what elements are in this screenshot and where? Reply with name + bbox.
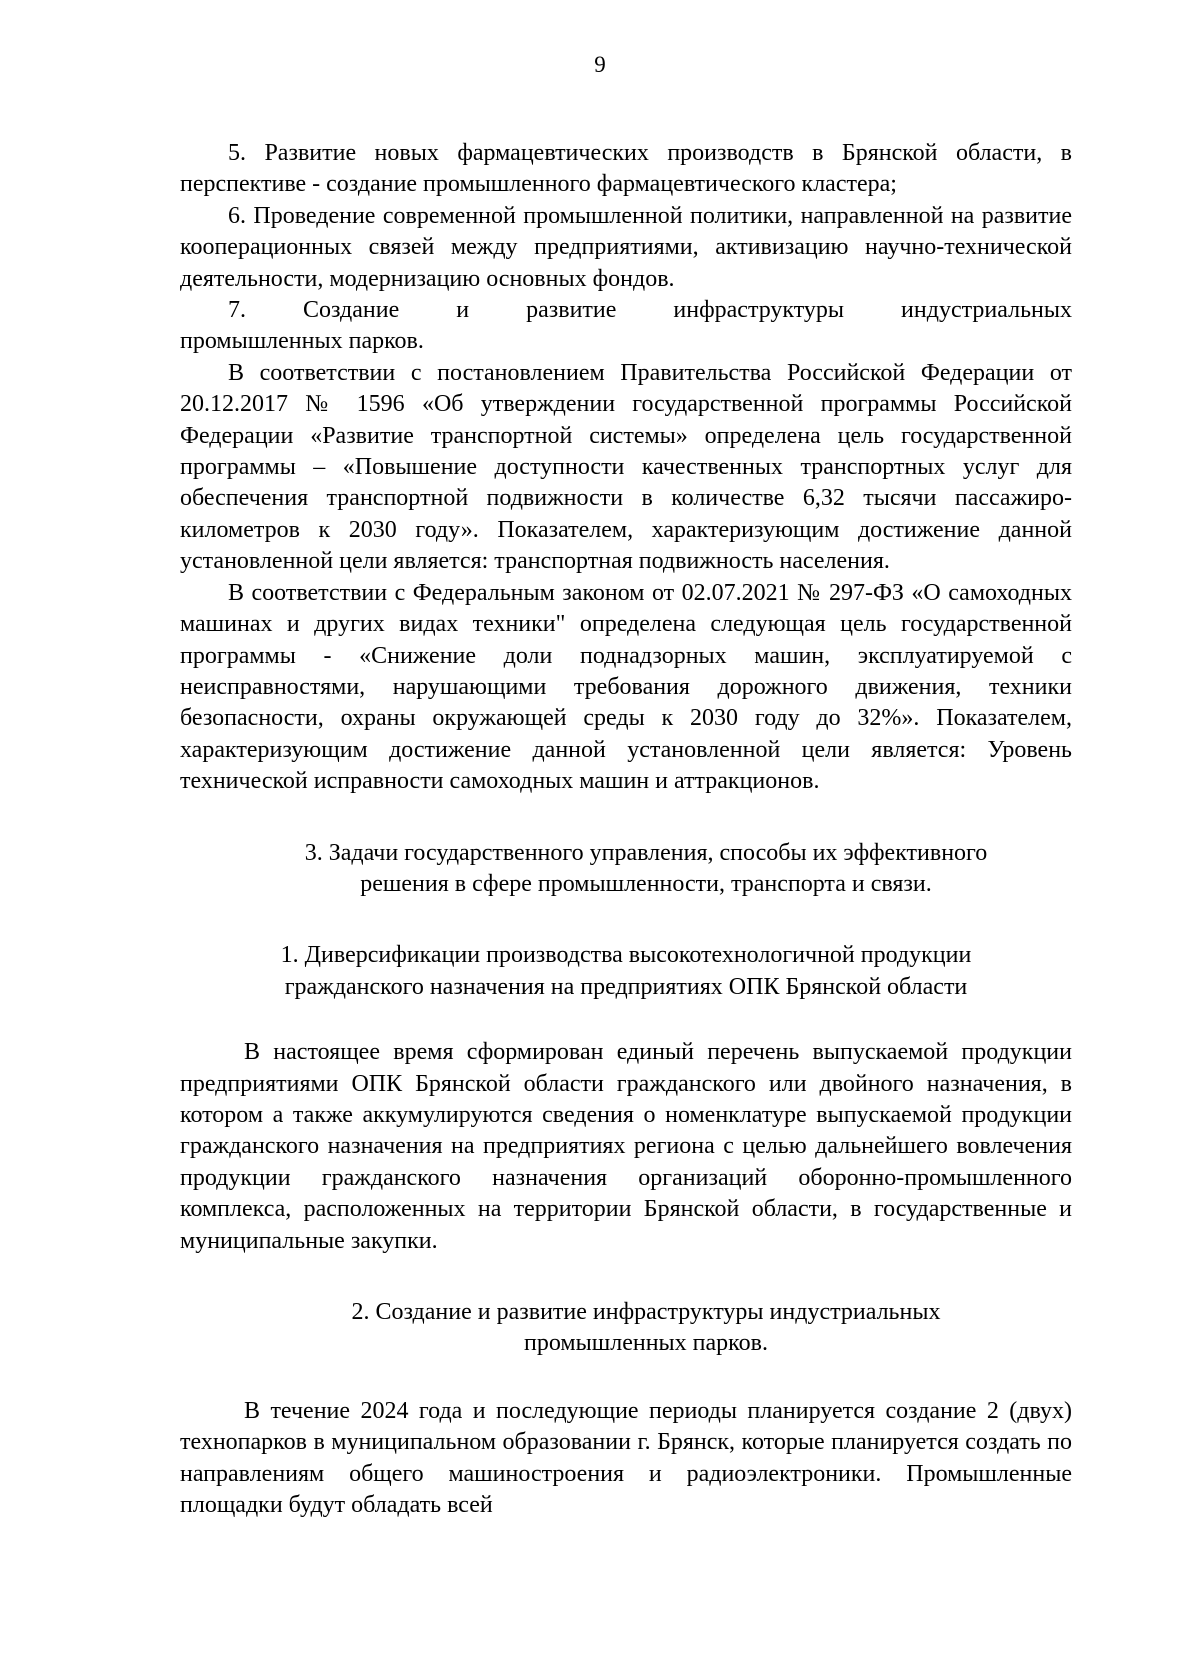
section-heading-3 (180, 838, 1072, 901)
subsection-heading-1-line2: гражданского назначения на предприятиях ОПК Брянской области (284, 973, 968, 1000)
subsection-heading-2-line1: 2. Создание и развитие инфраструктуры индустриальных (351, 1299, 941, 1325)
document-body (180, 138, 1072, 1521)
page-number: 9 (594, 52, 606, 77)
paragraph-opk-products: В настоящее время сформирован единый перечень выпускаемой продукции предприятиями ОПК Брянской области гражданского или двойного назначения, в котором а также аккумулируются сведения о номенклатуре выпускаемой продукции гражданского назначения на предприятиях региона с целью дальнейшего вовлечения продукции гражданского назначения организаций оборонно-промышленного комплекса, расположенных на территории Брянской области, в государственные и муниципальные закупки. (180, 1039, 1072, 1254)
paragraph-item-6: 6. Проведение современной промышленной политики, направленной на развитие кооперационных связей между предприятиями, активизацию научно-технической деятельности, модернизацию основных фондов. (180, 202, 1072, 292)
paragraph-technoparks: В течение 2024 года и последующие периоды планируется создание 2 (двух) технопарков в муниципальном образовании г. Брянск, которые планируется создать по направлениям общего машиностроения и радиоэлектроники. Промышленные площадки будут обладать всей (180, 1397, 1072, 1519)
paragraph-item-7-line1: 7. Создание и развитие инфраструктуры индустриальных (228, 297, 1072, 324)
paragraph-item-5: 5. Развитие новых фармацевтических производств в Брянской области, в перспективе - создание промышленного фармацевтического кластера; (180, 140, 1072, 198)
subsection-heading-2-line2: промышленных парков. (524, 1330, 768, 1357)
subsection-heading-1 (180, 940, 1072, 1003)
paragraph-transport-goal: В соответствии с постановлением Правительства Российской Федерации от 20.12.2017 № 1596 «Об утверждении государственной программы Российской Федерации «Развитие транспортной системы» определена цель государственной программы – «Повышение доступности качественных транспортных услуг для обеспечения транспортной подвижности в количестве 6,32 тысячи пассажиро-километров к 2030 году». Показателем, характеризующим достижение данной установленной цели является: транспортная подвижность населения. (180, 359, 1072, 575)
paragraph-self-propelled-machines: В соответствии с Федеральным законом от 02.07.2021 № 297-ФЗ «О самоходных машинах и других видах техники" определена следующая цель государственной программы - «Снижение доли поднадзорных машин, эксплуатируемой с неисправностями, нарушающими требования дорожного движения, техники безопасности, охраны окружающей среды к 2030 году до 32%». Показателем, характеризующим достижение данной установленной цели является: Уровень технической исправности самоходных машин и аттракционов. (180, 579, 1072, 795)
subsection-heading-2 (180, 1297, 1072, 1360)
paragraph-item-7-line2: промышленных парков. (180, 328, 424, 355)
section-heading-3-line1: 3. Задачи государственного управления, способы их эффективного (304, 839, 988, 866)
section-heading-3-line2: решения в сфере промышленности, транспорта и связи. (360, 870, 932, 897)
subsection-heading-1-line1: 1. Диверсификации производства высокотехнологичной продукции (280, 942, 972, 969)
